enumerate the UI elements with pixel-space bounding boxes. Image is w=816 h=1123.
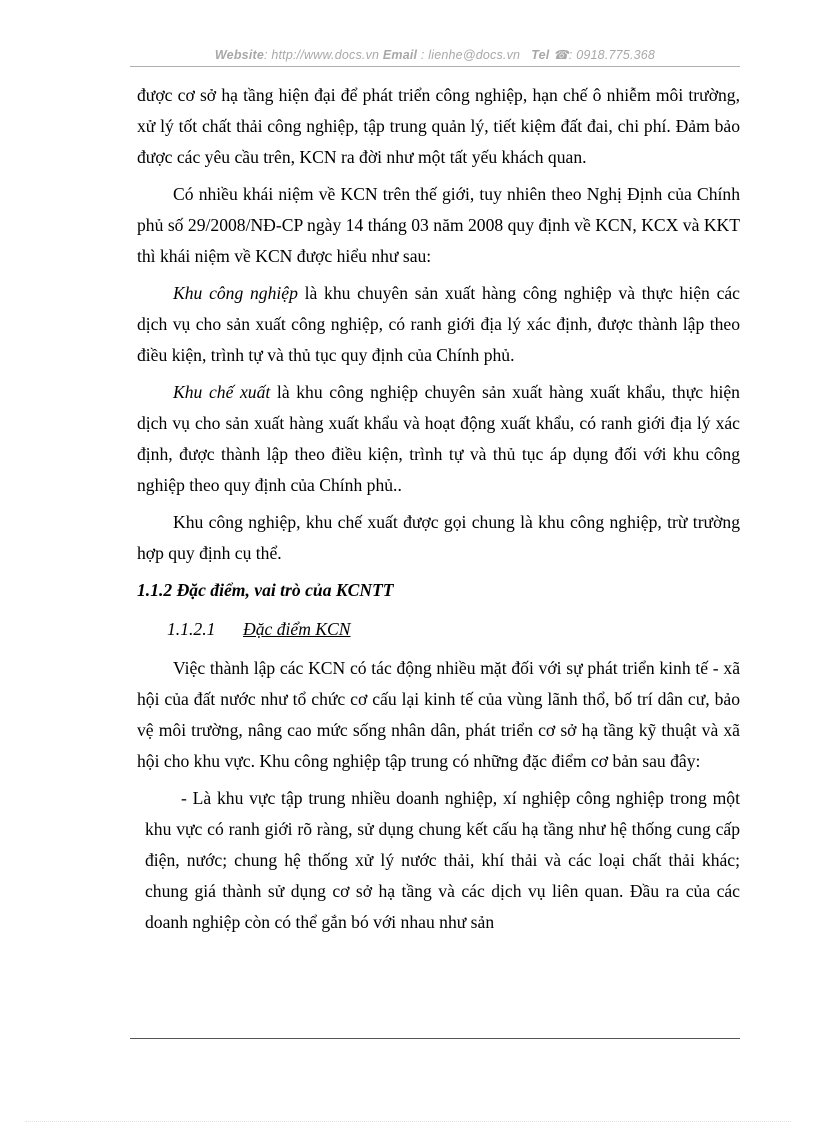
tel-label: Tel bbox=[531, 48, 550, 62]
website-label: Website bbox=[214, 48, 265, 62]
subsection-heading-1-1-2-1 bbox=[167, 614, 740, 645]
subsection-title: Đặc điểm KCN bbox=[243, 619, 351, 639]
paragraph-4 bbox=[137, 377, 740, 501]
email-value: : lienhe@docs.vn bbox=[417, 48, 521, 62]
page-edge bbox=[25, 1121, 791, 1122]
website-value: : http://www.docs.vn bbox=[264, 48, 380, 62]
bullet-item-1: - Là khu vực tập trung nhiều doanh nghiệp, xí nghiệp công nghiệp trong một khu vực có ranh giới rõ ràng, sử dụng chung kết cấu hạ tầng như hệ thống cung cấp điện, nước; chung hệ thống xử lý nước thải, khí thải và các loại chất thải khác; chung giá thành sử dụng cơ sở hạ tầng và các dịch vụ liên quan. Đầu ra của các doanh nghiệp còn có thể gắn bó với nhau như sản bbox=[145, 788, 740, 932]
term-khu-che-xuat: Khu chế xuất bbox=[173, 382, 271, 402]
subsection-number: 1.1.2.1 bbox=[167, 619, 216, 639]
paragraph-3 bbox=[137, 278, 740, 371]
document-body bbox=[137, 80, 740, 938]
paragraph-4-text: là khu công nghiệp chuyên sản xuất hàng xuất khẩu, thực hiện dịch vụ cho sản xuất hàng xuất khẩu và hoạt động xuất khẩu, có ranh giới địa lý xác định, được thành lập theo điều kiện, trình tự và thủ tục áp dụng đối với khu công nghiệp theo quy định của Chính phủ.. bbox=[137, 382, 740, 495]
page-header bbox=[130, 47, 740, 62]
paragraph-2: Có nhiều khái niệm về KCN trên thế giới, tuy nhiên theo Nghị Định của Chính phủ số 29/2008/NĐ-CP ngày 14 tháng 03 năm 2008 quy định về KCN, KCX và KKT thì khái niệm về KCN được hiểu như sau: bbox=[137, 184, 740, 266]
term-khu-cong-nghiep: Khu công nghiệp bbox=[173, 283, 298, 303]
paragraph-3-text: là khu chuyên sản xuất hàng công nghiệp và thực hiện các dịch vụ cho sản xuất công nghiệp, có ranh giới địa lý xác định, được thành lập theo điều kiện, trình tự và thủ tục quy định của Chính phủ. bbox=[137, 283, 740, 365]
paragraph-6: Việc thành lập các KCN có tác động nhiều mặt đối với sự phát triển kinh tế - xã hội của đất nước như tổ chức cơ cấu lại kinh tế của vùng lãnh thổ, bố trí dân cư, bảo vệ môi trường, nâng cao mức sống nhân dân, phát triển cơ sở hạ tầng kỹ thuật và xã hội cho khu vực. Khu công nghiệp tập trung có những đặc điểm cơ bản sau đây: bbox=[137, 658, 740, 771]
paragraph-1: được cơ sở hạ tầng hiện đại để phát triển công nghiệp, hạn chế ô nhiễm môi trường, xử lý tốt chất thải công nghiệp, tập trung quản lý, tiết kiệm đất đai, chi phí. Đảm bảo được các yêu cầu trên, KCN ra đời như một tất yếu khách quan. bbox=[137, 85, 740, 167]
footer-divider bbox=[130, 1038, 740, 1039]
paragraph-5: Khu công nghiệp, khu chế xuất được gọi chung là khu công nghiệp, trừ trường hợp quy định cụ thể. bbox=[137, 512, 740, 563]
tel-value: ☎: 0918.775.368 bbox=[549, 48, 656, 62]
header-divider bbox=[130, 66, 740, 67]
email-label: Email bbox=[382, 48, 418, 62]
section-heading-1-1-2: 1.1.2 Đặc điểm, vai trò của KCNTT bbox=[137, 580, 394, 600]
